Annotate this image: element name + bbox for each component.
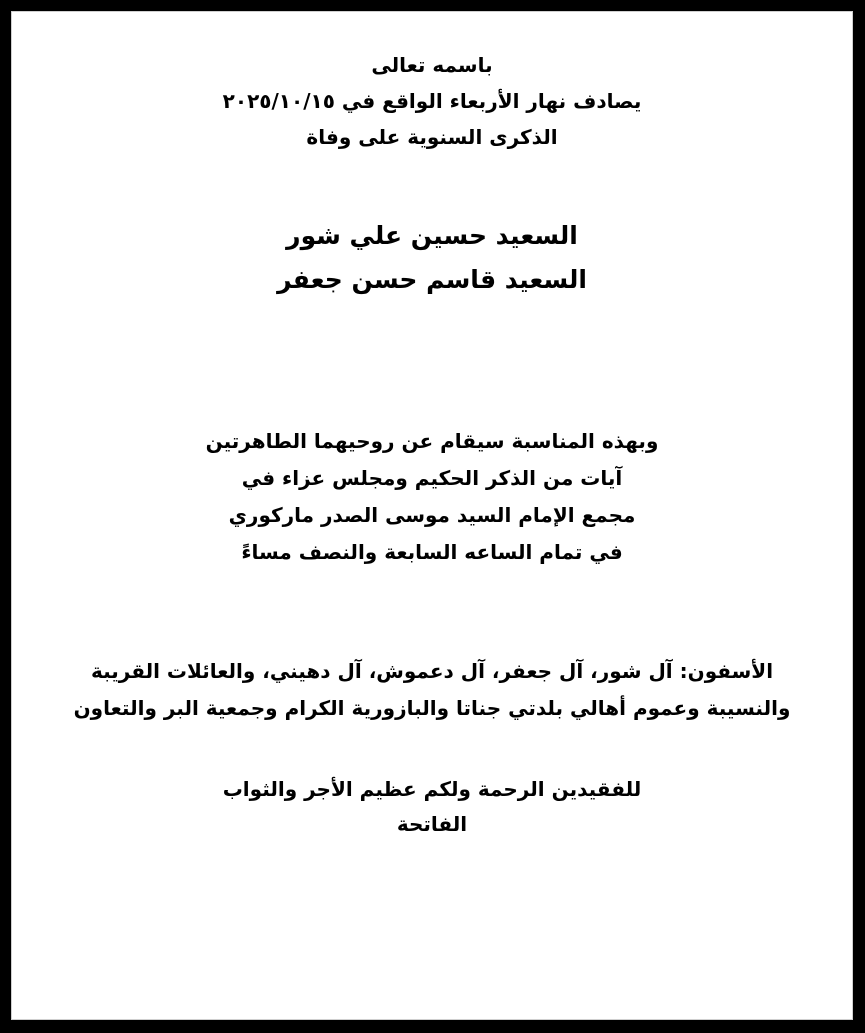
document-page xyxy=(11,11,853,1020)
mourners-line-2: والنسيبة وعموم أهالي بلدتي جناتا والبازورية الكرام وجمعية البر والتعاون xyxy=(73,696,791,720)
deceased-name-2: السعيد قاسم حسن جعفر xyxy=(277,265,587,294)
mourners-line-1: الأسفون: آل شور، آل جعفر، آل دعموش، آل دهيني، والعائلات القريبة xyxy=(90,659,774,683)
invocation-line: باسمه تعالى xyxy=(371,53,493,77)
ceremony-line-1: وبهذه المناسبة سيقام عن روحيهما الطاهرتين xyxy=(205,429,659,453)
ceremony-line-4: في تمام الساعه السابعة والنصف مساءً xyxy=(241,540,623,564)
occasion-line: الذكرى السنوية على وفاة xyxy=(306,125,558,149)
condolence-line: للفقيدين الرحمة ولكم عظيم الأجر والثواب xyxy=(222,777,642,801)
fatiha-line: الفاتحة xyxy=(396,812,468,836)
ceremony-line-3: مجمع الإمام السيد موسى الصدر ماركوري xyxy=(228,503,636,527)
deceased-name-1: السعيد حسين علي شور xyxy=(286,221,578,250)
date-line: يصادف نهار الأربعاء الواقع في ٢٠٢٥/١٠/١٥ xyxy=(222,89,642,113)
ceremony-line-2: آيات من الذكر الحكيم ومجلس عزاء في xyxy=(241,466,623,490)
